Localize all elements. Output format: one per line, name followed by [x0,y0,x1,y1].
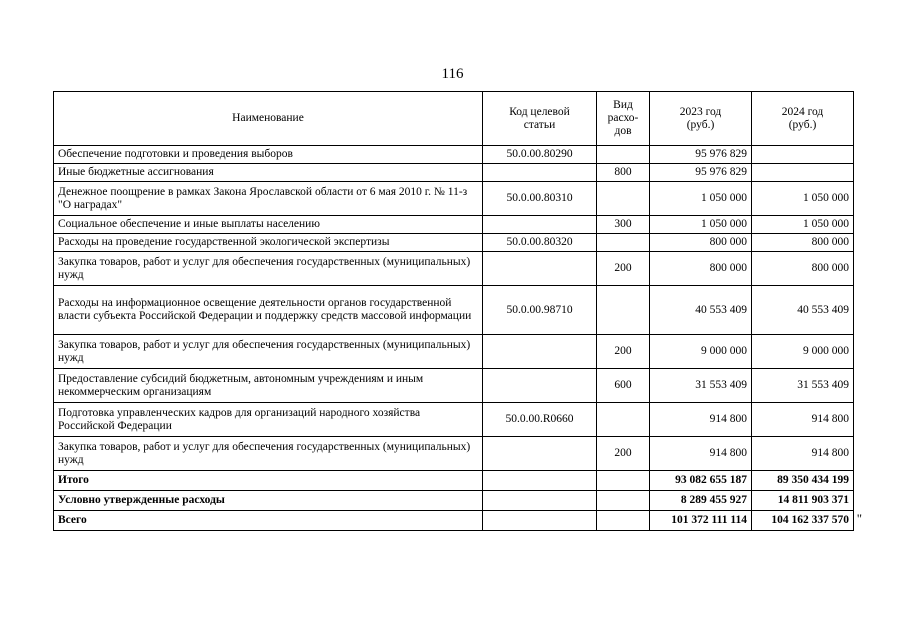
cell-y2024: 914 800 [752,437,854,471]
cell-y2023: 800 000 [650,234,752,252]
total-label: Условно утвержденные расходы [54,491,483,511]
header-2023-line: 2023 год [679,105,722,118]
cell-name: Подготовка управленческих кадров для организаций народного хозяйства Российской Федерации [54,403,483,437]
cell-name: Закупка товаров, работ и услуг для обеспечения государственных (муниципальных) нужд [54,437,483,471]
cell-name: Иные бюджетные ассигнования [54,164,483,182]
cell-code [483,369,597,403]
header-2024 [752,92,854,146]
total-2023: 8 289 455 927 [650,491,752,511]
total-row [54,471,854,491]
header-code-line: Код целевой [509,105,570,118]
cell-y2023: 914 800 [650,403,752,437]
cell-y2024: 800 000 [752,234,854,252]
cell-name: Социальное обеспечение и иные выплаты населению [54,216,483,234]
header-2023 [650,92,752,146]
cell-code: 50.0.00.80310 [483,182,597,216]
cell-y2023: 800 000 [650,252,752,286]
header-kind-line: дов [614,125,632,137]
table-row [54,335,854,369]
header-2024-line: 2024 год [781,105,824,118]
total-row [54,511,854,531]
cell-y2024: 800 000 [752,252,854,286]
cell-code: 50.0.00.80290 [483,146,597,164]
cell-y2023: 95 976 829 [650,164,752,182]
cell-y2024: 1 050 000 [752,182,854,216]
table-row [54,146,854,164]
cell-code: 50.0.00.98710 [483,286,597,335]
total-2024 [752,491,854,511]
cell-code [483,491,597,511]
total-2024 [752,511,862,531]
cell-kind [597,511,650,531]
cell-kind [597,182,650,216]
cell-kind [597,491,650,511]
total-row [54,491,854,511]
cell-name: Денежное поощрение в рамках Закона Ярославской области от 6 мая 2010 г. № 11-з "О наградах" [54,182,483,216]
cell-name: Расходы на информационное освещение деятельности органов государственной власти субъекта Российской Федерации и поддержку средств массовой информации [54,286,483,335]
cell-y2023: 95 976 829 [650,146,752,164]
cell-kind [597,403,650,437]
cell-y2024: 1 050 000 [752,216,854,234]
table-row [54,252,854,286]
cell-kind: 600 [597,369,650,403]
cell-kind [597,286,650,335]
header-kind-line: Вид [613,99,633,111]
total-2024-value: 104 162 337 570 [771,514,849,526]
total-2023: 93 082 655 187 [650,471,752,491]
total-2024-value: 14 811 903 371 [777,494,849,506]
header-code [483,92,597,146]
cell-y2024: 914 800 [752,403,854,437]
cell-code [483,471,597,491]
total-label: Итого [54,471,483,491]
cell-y2024: 40 553 409 [752,286,854,335]
cell-y2023: 40 553 409 [650,286,752,335]
cell-kind: 200 [597,335,650,369]
cell-kind [597,471,650,491]
cell-code: 50.0.00.R0660 [483,403,597,437]
table-body [54,146,862,531]
total-2023: 101 372 111 114 [650,511,752,531]
header-2024-line: (руб.) [788,118,817,131]
cell-kind: 300 [597,216,650,234]
cell-code [483,511,597,531]
cell-kind [597,146,650,164]
cell-y2023: 9 000 000 [650,335,752,369]
cell-code [483,216,597,234]
table-row [54,286,854,335]
total-2024-value: 89 350 434 199 [777,474,849,486]
table-row [54,182,854,216]
cell-name: Закупка товаров, работ и услуг для обеспечения государственных (муниципальных) нужд [54,335,483,369]
table-row [54,234,854,252]
cell-code: 50.0.00.80320 [483,234,597,252]
header-2023-line: (руб.) [686,118,715,131]
header-row [54,92,854,146]
cell-y2023: 914 800 [650,437,752,471]
cell-y2024 [752,164,854,182]
header-kind-line: расхо- [607,112,639,124]
cell-y2024: 9 000 000 [752,335,854,369]
cell-y2024 [752,146,854,164]
cell-kind: 200 [597,252,650,286]
cell-name: Расходы на проведение государственной экологической экспертизы [54,234,483,252]
table-row [54,164,854,182]
closing-quote: " [856,511,862,526]
table-row [54,403,854,437]
cell-y2023: 1 050 000 [650,182,752,216]
cell-y2024: 31 553 409 [752,369,854,403]
budget-table [53,91,862,531]
cell-code [483,437,597,471]
cell-code [483,252,597,286]
cell-code [483,335,597,369]
header-kind [597,92,650,146]
cell-code [483,164,597,182]
page-number: 116 [441,66,464,82]
cell-kind [597,234,650,252]
cell-y2023: 1 050 000 [650,216,752,234]
table-row [54,369,854,403]
header-name [54,92,483,146]
header-name-text: Наименование [232,112,304,124]
table-row [54,216,854,234]
cell-name: Обеспечение подготовки и проведения выборов [54,146,483,164]
header-code-line: статьи [523,118,556,131]
cell-y2023: 31 553 409 [650,369,752,403]
table-row [54,437,854,471]
total-label: Всего [54,511,483,531]
cell-name: Предоставление субсидий бюджетным, автономным учреждениям и иным некоммерческим организациям [54,369,483,403]
total-2024 [752,471,854,491]
cell-kind: 800 [597,164,650,182]
cell-name: Закупка товаров, работ и услуг для обеспечения государственных (муниципальных) нужд [54,252,483,286]
cell-kind: 200 [597,437,650,471]
